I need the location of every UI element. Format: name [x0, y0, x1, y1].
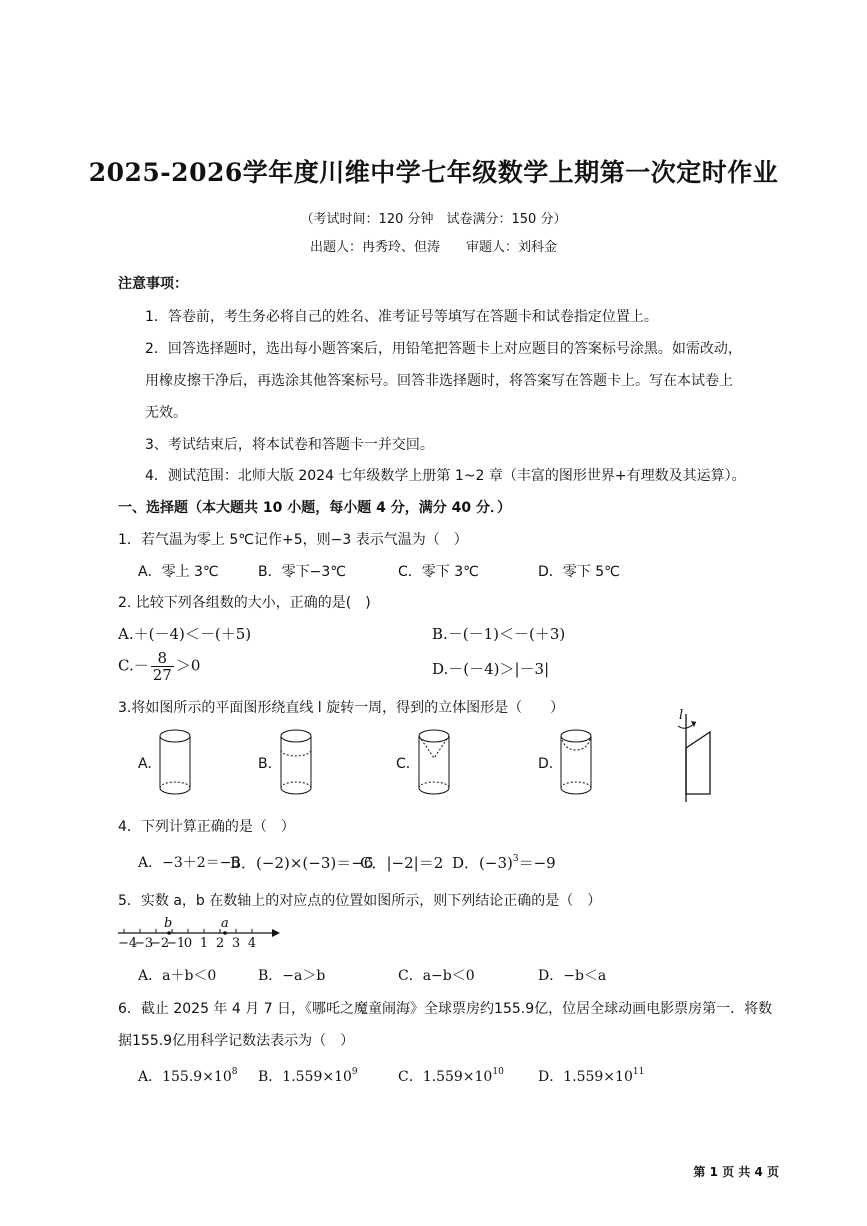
q6-c-exponent: 10 [492, 1067, 504, 1077]
q1-option-c: C．零下 3℃ [398, 564, 479, 580]
axis-label-l: l [679, 708, 684, 723]
q2-c-prefix: C.－ [118, 656, 149, 675]
number-line-label-a: a [221, 916, 229, 931]
q6-option-b [258, 1066, 358, 1086]
cylinder-b-figure [276, 726, 316, 798]
q4-option-a: A．−3＋2＝−5 [138, 855, 241, 871]
q2-c-numerator: 8 [151, 650, 174, 667]
q6-c-base: C．1.559×10 [398, 1069, 493, 1085]
exam-info: （考试时间：120 分钟 试卷满分：150 分） [300, 212, 567, 227]
q6-b-exponent: 9 [351, 1067, 358, 1077]
q3-stem: 3.将如图所示的平面图形绕直线 l 旋转一周，得到的立体图形是（ ） [118, 700, 565, 716]
q3-option-b: B. [258, 756, 273, 772]
number-line-tick-label: 1 [199, 936, 209, 951]
notes-heading: 注意事项： [118, 276, 188, 292]
q4-d-rest: ＝−9 [518, 854, 556, 872]
q6-stem-line-1: 6．截止 2025 年 4 月 7 日，《哪吒之魔童闹海》全球票房约155.9亿，位居全球动画电影票房第一．将数 [118, 1001, 773, 1017]
page-number: 第 1 页 共 4 页 [693, 1165, 779, 1179]
number-line-tick-label: −4 [118, 936, 138, 951]
q2-option-a: A.＋(－4)＜－(＋5) [118, 625, 252, 643]
number-line-tick-label: 2 [215, 936, 225, 951]
q6-b-base: B．1.559×10 [258, 1069, 352, 1085]
page-title: 2025-2026学年度川维中学七年级数学上期第一次定时作业 [88, 158, 779, 187]
cylinder-c-figure [414, 726, 454, 798]
q1-option-b: B．零下−3℃ [258, 564, 346, 580]
q1-option-d: D．零下 5℃ [538, 564, 620, 580]
cylinder-a-figure [155, 726, 195, 798]
q6-d-exponent: 11 [632, 1067, 645, 1077]
rotation-shape-figure [668, 708, 716, 806]
q3-option-c: C. [396, 756, 411, 772]
cylinder-d-figure [556, 726, 596, 798]
q6-d-base: D．1.559×10 [538, 1069, 633, 1085]
q5-option-a: A．a＋b＜0 [138, 968, 217, 984]
q6-option-d [538, 1066, 644, 1086]
q2-c-denominator: 27 [152, 666, 172, 684]
authors: 出题人：冉秀玲、但涛 审题人：刘科金 [309, 240, 557, 255]
note-4: 4．测试范围：北师大版 2024 七年级数学上册第 1~2 章（丰富的图形世界+有理数及其运算）。 [145, 468, 746, 484]
q5-option-b: B．−a＞b [258, 968, 326, 984]
q3-option-d: D. [538, 756, 554, 772]
number-line-tick-label: −2 [150, 936, 170, 951]
note-2-line-2: 用橡皮擦干净后，再选涂其他答案标号。回答非选择题时，将答案写在答题卡上。写在本试卷上 [145, 373, 733, 389]
q2-stem: 2. 比较下列各组数的大小，正确的是( ) [118, 595, 371, 611]
q6-a-base: A．155.9×10 [138, 1069, 232, 1085]
section-heading: 一、选择题（本大题共 10 小题，每小题 4 分，满分 40 分．） [118, 500, 511, 516]
number-line-tick-label: 0 [183, 936, 193, 951]
q1-stem: 1．若气温为零上 5℃记作+5，则−3 表示气温为（ ） [118, 532, 468, 548]
q2-option-b: B.－(－1)＜－(＋3) [432, 625, 566, 643]
q2-option-c [118, 650, 200, 683]
q4-d-exponent: 3 [512, 854, 519, 864]
q5-option-d: D．−b＜a [538, 968, 607, 984]
q4-option-d [452, 852, 556, 873]
note-2-line-1: 2．回答选择题时，选出每小题答案后，用铅笔把答题卡上对应题目的答案标号涂黑。如需改动， [145, 341, 742, 357]
note-1: 1．答卷前，考生务必将自己的姓名、准考证号等填写在答题卡和试卷指定位置上。 [145, 309, 658, 325]
q6-option-a [138, 1066, 237, 1086]
q2-c-suffix: ＞0 [175, 656, 201, 675]
q6-option-c [398, 1066, 504, 1086]
q4-d-base: D．(−3) [452, 854, 513, 872]
q6-stem-line-2: 据155.9亿用科学记数法表示为（ ） [118, 1033, 355, 1049]
number-line-tick-labels [114, 936, 284, 954]
q1-option-a: A．零上 3℃ [138, 564, 219, 580]
note-2-line-3: 无效。 [145, 405, 187, 421]
number-line-tick-label: −3 [134, 936, 154, 951]
q3-option-a: A. [138, 756, 152, 772]
note-3: 3、考试结束后，将本试卷和答题卡一并交回。 [145, 437, 434, 453]
q2-option-d: D.－(－4)＞|－3| [432, 660, 550, 678]
number-line-tick-label: −1 [166, 936, 186, 951]
number-line-tick-label: 3 [231, 936, 241, 951]
number-line-tick-label: 4 [247, 936, 257, 951]
q4-option-b: B．(−2)×(−3)＝−6 [230, 854, 374, 872]
q6-a-exponent: 8 [231, 1067, 238, 1077]
q4-stem: 4．下列计算正确的是（ ） [118, 819, 295, 835]
number-line-label-b: b [164, 916, 173, 931]
q2-c-fraction [151, 650, 174, 683]
q5-option-c: C．a−b＜0 [398, 968, 475, 984]
q5-stem: 5．实数 a，b 在数轴上的对应点的位置如图所示，则下列结论正确的是（ ） [118, 893, 602, 909]
q4-option-c: C．|−2|＝2 [360, 854, 444, 872]
